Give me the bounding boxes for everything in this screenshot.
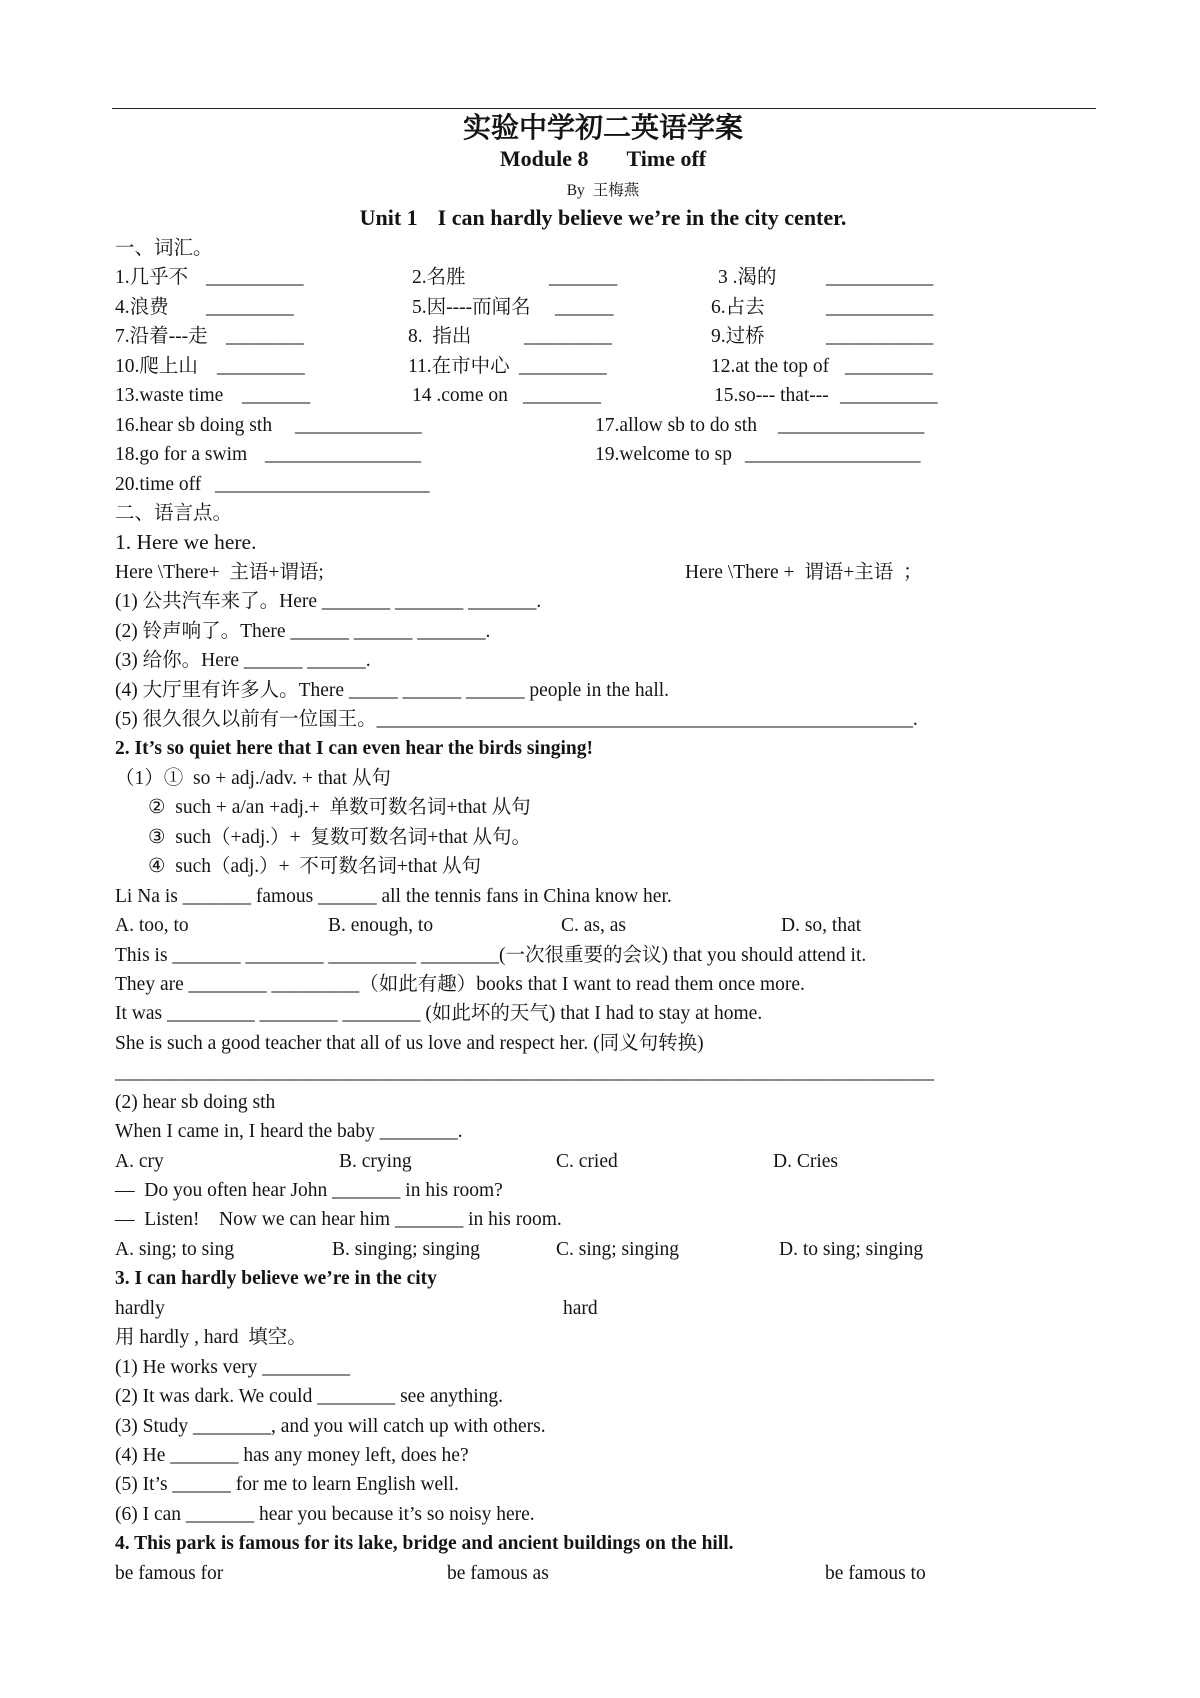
column-hard: hard xyxy=(563,1297,598,1319)
point1-rule-left: Here \There+ 主语+谓语; xyxy=(115,561,324,583)
header-rule xyxy=(112,108,1096,109)
vocab-item-label: 6.占去 xyxy=(711,296,765,318)
point4-columns xyxy=(0,1559,1200,1588)
vocab-item-label: 2.名胜 xyxy=(412,267,466,289)
vocab-item-blank: _______ xyxy=(549,267,618,289)
column-famous-as: be famous as xyxy=(447,1562,549,1584)
point1-title-line xyxy=(0,528,1200,557)
column-hardly: hardly xyxy=(115,1297,165,1319)
exercise-item xyxy=(0,1382,1200,1411)
question-line xyxy=(0,882,1200,911)
vocab-item-blank: ___________ xyxy=(826,267,934,289)
option-a: A. too, to xyxy=(115,915,189,937)
exercise-item xyxy=(0,999,1200,1028)
author-line xyxy=(0,180,1200,202)
option-b: B. enough, to xyxy=(328,915,434,937)
exercise-text: This is _______ ________ _________ ________(一次很重要的会议) that you should attend it. xyxy=(115,944,867,966)
point1-rule-line xyxy=(0,558,1200,587)
vocab-item-label: 15.so--- that--- xyxy=(714,385,829,407)
dialog-line xyxy=(0,1205,1200,1234)
answer-line: ____________________________________________________________________________________ xyxy=(115,1062,934,1084)
vocab-item-blank: ___________ xyxy=(826,296,934,318)
exercise-text: (6) I can _______ hear you because it’s so noisy here. xyxy=(115,1503,535,1525)
exercise-item xyxy=(0,970,1200,999)
vocab-item-label: 7.沿着---走 xyxy=(115,326,208,348)
dialog-text: — Do you often hear John _______ in his room? xyxy=(115,1180,503,1201)
exercise-text: (4) 大厅里有许多人。There _____ ______ ______ people in the hall. xyxy=(115,679,670,701)
vocab-item-label: 4.浪费 xyxy=(115,296,169,318)
vocab-row xyxy=(0,440,1200,469)
vocab-item-blank: ________ xyxy=(226,326,304,348)
option-d: D. to sing; singing xyxy=(779,1238,924,1260)
vocab-item-blank: ________________ xyxy=(265,444,421,466)
exercise-text: (4) He _______ has any money left, does he? xyxy=(115,1444,469,1466)
vocab-row xyxy=(0,470,1200,499)
answer-line-row xyxy=(0,1058,1200,1087)
vocab-item-label: 16.hear sb doing sth xyxy=(115,414,273,436)
vocab-item-blank: ______________________ xyxy=(215,473,430,495)
pattern-text: ② such + a/an +adj.+ 单数可数名词+that 从句 xyxy=(148,797,531,819)
vocab-item-label: 20.time off xyxy=(115,473,202,495)
vocab-item-blank: __________________ xyxy=(745,444,921,466)
exercise-item xyxy=(0,1029,1200,1058)
vocab-item-label: 3 .渴的 xyxy=(718,267,777,289)
point2-title: 2. It’s so quiet here that I can even hear the birds singing! xyxy=(115,738,593,760)
vocab-item-blank: ________ xyxy=(523,385,601,407)
module-heading xyxy=(0,145,1200,173)
vocab-row xyxy=(0,352,1200,381)
pattern-item xyxy=(0,764,1200,793)
vocab-item-label: 11.在市中心 xyxy=(408,355,510,377)
worksheet-body xyxy=(0,234,1200,1588)
module-title: Time off xyxy=(626,146,707,171)
unit-title: I can hardly believe we’re in the city center. xyxy=(437,205,847,230)
option-a: A. sing; to sing xyxy=(115,1238,235,1260)
vocab-item-label: 14 .come on xyxy=(412,385,508,407)
language-points-heading-line xyxy=(0,499,1200,528)
vocab-item-blank: _______________ xyxy=(778,414,925,436)
pattern-text: ④ such（adj.）+ 不可数名词+that 从句 xyxy=(148,856,482,878)
vocab-item-blank: _________ xyxy=(217,355,305,377)
option-d: D. Cries xyxy=(773,1150,838,1172)
vocab-row xyxy=(0,381,1200,410)
options-line xyxy=(0,911,1200,940)
question-text: When I came in, I heard the baby ________. xyxy=(115,1121,463,1143)
exercise-text: (3) Study ________, and you will catch up with others. xyxy=(115,1415,546,1437)
vocab-row xyxy=(0,293,1200,322)
vocab-item-blank: _____________ xyxy=(295,414,422,436)
exercise-text: (2) 铃声响了。There ______ ______ _______. xyxy=(115,620,491,642)
vocab-item-blank: _______ xyxy=(242,385,311,407)
vocab-item-blank: ___________ xyxy=(826,326,934,348)
vocab-item-blank: __________ xyxy=(206,267,304,289)
worksheet-title: 实验中学初二英语学案 xyxy=(462,113,743,144)
exercise-item xyxy=(0,1441,1200,1470)
exercise-text: (1) He works very _________ xyxy=(115,1356,351,1378)
question-text: Li Na is _______ famous ______ all the tennis fans in China know her. xyxy=(115,885,672,907)
pattern-item xyxy=(0,852,1200,881)
exercise-item xyxy=(0,941,1200,970)
vocab-row xyxy=(0,263,1200,292)
instruction-line xyxy=(0,1323,1200,1352)
vocab-row xyxy=(0,322,1200,351)
unit-heading xyxy=(0,204,1200,232)
vocab-item-blank: _________ xyxy=(206,296,294,318)
instruction-text: 用 hardly , hard 填空。 xyxy=(115,1327,307,1349)
vocab-item-label: 10.爬上山 xyxy=(115,355,198,377)
exercise-text: She is such a good teacher that all of us love and respect her. (同义句转换) xyxy=(115,1032,704,1054)
pattern-text: ③ such（+adj.）+ 复数可数名词+that 从句。 xyxy=(148,826,532,848)
unit-number: Unit 1 xyxy=(359,205,418,230)
vocab-item-blank: _________ xyxy=(845,355,933,377)
vocab-item-blank: _________ xyxy=(524,326,612,348)
exercise-text: (2) It was dark. We could ________ see anything. xyxy=(115,1386,503,1408)
column-famous-to: be famous to xyxy=(825,1562,926,1584)
exercise-text: (5) 很久很久以前有一位国王。_______________________________________________________. xyxy=(115,709,918,730)
point1-title: 1. Here we here. xyxy=(115,530,257,555)
vocab-item-label: 9.过桥 xyxy=(711,326,765,348)
vocab-item-blank: ______ xyxy=(555,296,614,318)
exercise-text: (1) 公共汽车来了。Here _______ _______ _______. xyxy=(115,591,542,613)
exercise-text: They are ________ _________（如此有趣）books that I want to read them once more. xyxy=(115,973,805,995)
option-c: C. cried xyxy=(556,1150,618,1172)
exercise-item xyxy=(0,646,1200,675)
language-points-heading: 二、语言点。 xyxy=(115,502,233,524)
point2-title-line xyxy=(0,734,1200,763)
point4-title-line xyxy=(0,1529,1200,1558)
subpoint-title: (2) hear sb doing sth xyxy=(115,1091,276,1113)
vocabulary-heading: 一、词汇。 xyxy=(115,238,213,259)
question-line xyxy=(0,1117,1200,1146)
vocab-item-label: 1.几乎不 xyxy=(115,267,189,289)
vocab-row xyxy=(0,411,1200,440)
option-c: C. sing; singing xyxy=(556,1238,679,1260)
options-line xyxy=(0,1235,1200,1264)
vocab-item-label: 8. 指出 xyxy=(408,326,472,348)
point4-title: 4. This park is famous for its lake, bridge and ancient buildings on the hill. xyxy=(115,1533,734,1555)
vocab-item-label: 5.因----而闻名 xyxy=(412,296,531,318)
option-d: D. so, that xyxy=(781,915,862,937)
exercise-item xyxy=(0,1470,1200,1499)
subpoint-title-line xyxy=(0,1088,1200,1117)
exercise-item xyxy=(0,676,1200,705)
exercise-item xyxy=(0,587,1200,616)
exercise-item xyxy=(0,1353,1200,1382)
option-b: B. crying xyxy=(339,1150,412,1172)
point3-columns xyxy=(0,1294,1200,1323)
author-name: 王梅燕 xyxy=(592,182,640,199)
point3-title: 3. I can hardly believe we’re in the city xyxy=(115,1268,437,1290)
vocab-item-label: 13.waste time xyxy=(115,385,224,407)
module-number: Module 8 xyxy=(499,146,589,171)
option-b: B. singing; singing xyxy=(332,1238,480,1260)
vocab-item-label: 19.welcome to sp xyxy=(595,444,733,466)
exercise-text: It was _________ ________ ________ (如此坏的天气) that I had to stay at home. xyxy=(115,1003,763,1025)
vocab-item-blank: __________ xyxy=(840,385,938,407)
options-line xyxy=(0,1147,1200,1176)
pattern-item xyxy=(0,793,1200,822)
option-a: A. cry xyxy=(115,1150,164,1172)
vocab-item-label: 18.go for a swim xyxy=(115,444,248,466)
point3-title-line xyxy=(0,1264,1200,1293)
exercise-item xyxy=(0,705,1200,734)
pattern-item xyxy=(0,823,1200,852)
exercise-item xyxy=(0,617,1200,646)
author-prefix: By xyxy=(566,182,585,199)
column-famous-for: be famous for xyxy=(115,1562,224,1584)
vocab-item-label: 12.at the top of xyxy=(711,355,830,377)
dialog-line xyxy=(0,1176,1200,1205)
option-c: C. as, as xyxy=(561,915,626,937)
vocab-item-label: 17.allow sb to do sth xyxy=(595,414,757,436)
vocabulary-heading-line xyxy=(0,234,1200,263)
exercise-item xyxy=(0,1412,1200,1441)
exercise-item xyxy=(0,1500,1200,1529)
exercise-text: (5) It’s ______ for me to learn English well. xyxy=(115,1474,459,1496)
pattern-text: （1）① so + adj./adv. + that 从句 xyxy=(115,767,391,789)
dialog-text: — Listen! Now we can hear him _______ in his room. xyxy=(115,1209,562,1231)
point1-rule-right: Here \There + 谓语+主语 ； xyxy=(685,561,923,583)
exercise-text: (3) 给你。Here ______ ______. xyxy=(115,650,371,672)
vocab-item-blank: _________ xyxy=(519,355,607,377)
